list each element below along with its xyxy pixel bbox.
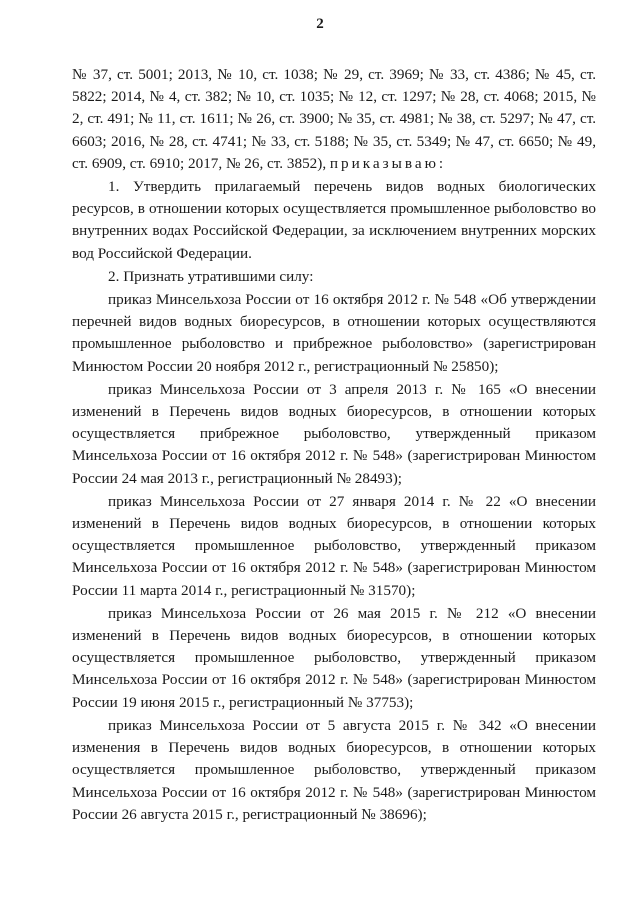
repealed-order-item: приказ Минсельхоза России от 26 мая 2015 г. № 212 «О внесении изменений в Перечень видов водных биоресурсов, в отношении которых осуществляется промышленное рыболовство, утвержденный приказом Минсельхоза России от 16 октября 2012 г. № 548» (зарегистрирован Минюстом России 19 июня 2015 г., регистрационный № 37753);: [72, 604, 596, 711]
repealed-order-item: приказ Минсельхоза России от 5 августа 2015 г. № 342 «О внесении изменения в Перечень видов водных биоресурсов, в отношении которых осуществляется промышленное рыболовство, утвержденный приказом Минсельхоза России от 16 октября 2012 г. № 548» (зарегистрирован Минюстом России 26 августа 2015 г., регистрационный № 38696);: [72, 716, 596, 823]
citation-text: № 37, ст. 5001; 2013, № 10, ст. 1038; № 29, ст. 3969; № 33, ст. 4386; № 45, ст. 5822; 2014, № 4, ст. 382; № 10, ст. 1035; № 12, ст. 1297; № 28, ст. 4068; 2015, № 2, ст. 491; № 11, ст. 1611; № 26, ст. 3900; № 35, ст. 4981; № 38, ст. 5297; № 47, ст. 6603; 2016, № 28, ст. 4741; № 33, ст. 5188; № 35, ст. 5349; № 47, ст. 6650; № 49, ст. 6909, ст. 6910; 2017, № 26, ст. 3852),: [72, 66, 596, 172]
repealed-order-item: приказ Минсельхоза России от 27 января 2014 г. № 22 «О внесении изменений в Перечень видов водных биоресурсов, в отношении которых осуществляется промышленное рыболовство, утвержденный приказом Минсельхоза России от 16 октября 2012 г. № 548» (зарегистрирован Минюстом России 11 марта 2014 г., регистрационный № 31570);: [72, 492, 596, 599]
repealed-order-item: приказ Минсельхоза России от 3 апреля 2013 г. № 165 «О внесении изменений в Перечень видов водных биоресурсов, в отношении которых осуществляется прибрежное рыболовство, утвержденный приказом Минсельхоза России от 16 октября 2012 г. № 548» (зарегистрирован Минюстом России 24 мая 2013 г., регистрационный № 28493);: [72, 380, 596, 487]
order-word: приказываю: [329, 154, 439, 172]
citation-continuation: [72, 64, 596, 175]
paragraph-approve-list: 1. Утвердить прилагаемый перечень видов водных биологических ресурсов, в отношении которых осуществляется промышленное рыболовство во внутренних водах Российской Федерации, за исключением внутренних морских вод Российской Федерации.: [72, 178, 596, 262]
document-body: [72, 64, 596, 827]
page-number: 2: [316, 16, 324, 32]
paragraph-repeal-heading: 2. Признать утратившими силу:: [108, 267, 314, 285]
repealed-order-item: приказ Минсельхоза России от 16 октября 2012 г. № 548 «Об утверждении перечней видов водных биоресурсов, в отношении которых осуществляются промышленное рыболовство и прибрежное рыболовство» (зарегистрирован Минюстом России 20 ноября 2012 г., регистрационный № 25850);: [72, 291, 596, 375]
order-colon: :: [438, 154, 444, 172]
